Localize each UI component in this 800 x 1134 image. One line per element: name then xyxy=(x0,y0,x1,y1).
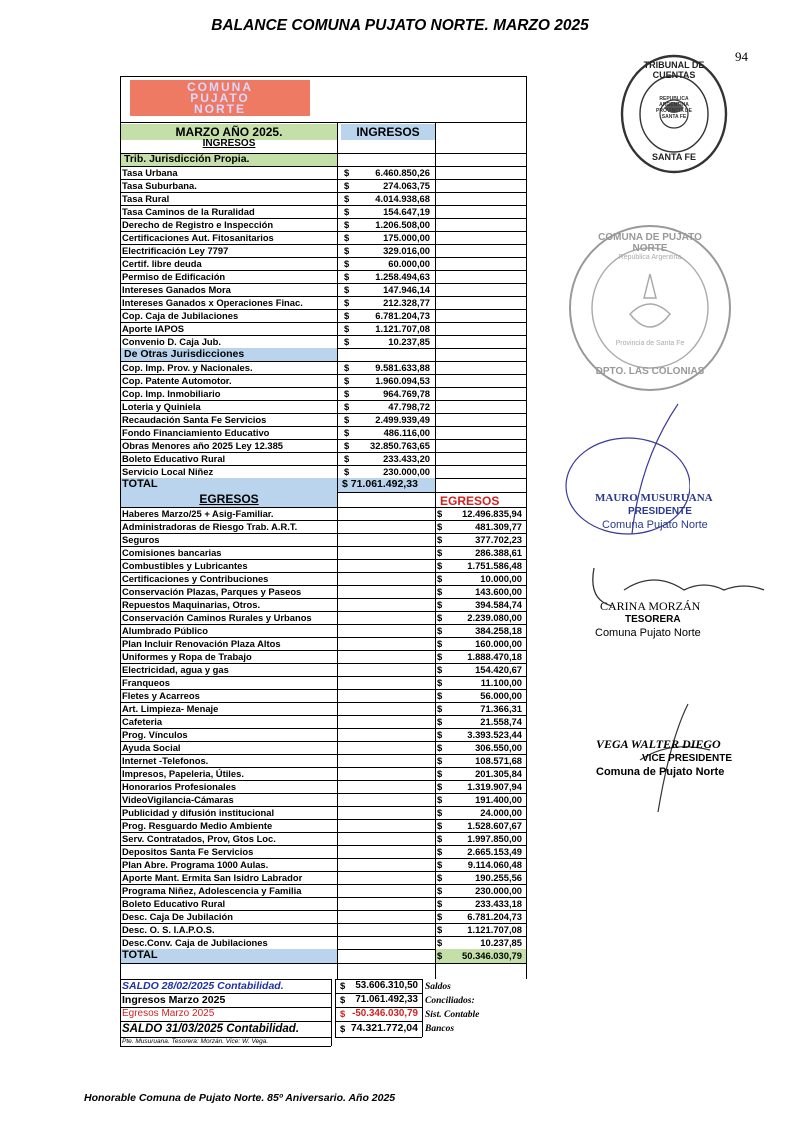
ingreso-currency: $ xyxy=(344,362,350,373)
ingreso-label: Aporte IAPOS xyxy=(122,323,184,334)
ingreso-label: Convenio D. Caja Jub. xyxy=(122,336,221,347)
ingreso-label: Intereses Ganados x Operaciones Finac. xyxy=(122,297,303,308)
ingreso-currency: $ xyxy=(344,414,350,425)
egreso-currency: $ xyxy=(437,690,443,701)
ingreso-amount: 486.116,00 xyxy=(383,427,430,438)
ingreso-amount: 1.206.508,00 xyxy=(375,219,430,230)
ingreso-currency: $ xyxy=(344,466,350,477)
ingreso-currency: $ xyxy=(344,453,350,464)
egreso-amount: 10.237,85 xyxy=(480,937,522,948)
saldo-currency: $ xyxy=(340,1008,346,1019)
egreso-currency: $ xyxy=(437,781,443,792)
ingreso-amount: 1.258.494,63 xyxy=(375,271,430,282)
ingreso-label: Tasa Urbana xyxy=(122,167,178,178)
grid-line xyxy=(120,76,526,77)
ingreso-label: Servicio Local Niñez xyxy=(122,466,214,477)
grid-line xyxy=(335,979,336,1037)
signer-2-role: TESORERA xyxy=(625,614,681,625)
egreso-label: Plan Abre. Programa 1000 Aulas. xyxy=(122,859,269,870)
signer-1-role: PRESIDENTE xyxy=(628,506,692,517)
egreso-amount: 2.239.080,00 xyxy=(467,612,522,623)
grid-line xyxy=(120,122,526,123)
egreso-amount: 394.584,74 xyxy=(475,599,522,610)
egreso-currency: $ xyxy=(437,729,443,740)
egresos-header-left: EGRESOS xyxy=(199,492,259,506)
comuna-stamp-top-text: COMUNA DE PUJATO NORTE xyxy=(598,232,702,254)
egreso-label: Seguros xyxy=(122,534,160,545)
egreso-label: Honorarios Profesionales xyxy=(122,781,237,792)
document-title: BALANCE COMUNA PUJATO NORTE. MARZO 2025 xyxy=(211,17,589,34)
ingreso-label: Certif. libre deuda xyxy=(122,258,202,269)
table-left-border xyxy=(120,76,121,1046)
ingreso-label: Cop. Caja de Jubilaciones xyxy=(122,310,239,321)
otras-section-label: De Otras Jurisdicciones xyxy=(124,348,245,360)
egreso-label: Programa Niñez, Adolescencia y Familia xyxy=(122,885,302,896)
ingreso-label: Fondo Financiamiento Educativo xyxy=(122,427,270,438)
egreso-label: Depositos Santa Fe Servicios xyxy=(122,846,254,857)
ingreso-amount: 329.016,00 xyxy=(383,245,430,256)
egreso-currency: $ xyxy=(437,534,443,545)
saldo-amount: 71.061.492,33 xyxy=(355,994,418,1005)
ingreso-label: Tasa Suburbana. xyxy=(122,180,197,191)
column-divider-2 xyxy=(435,122,436,979)
saldo-note: Saldos xyxy=(425,982,451,992)
ingreso-currency: $ xyxy=(344,167,350,178)
egreso-currency: $ xyxy=(437,755,443,766)
grid-line xyxy=(120,166,526,167)
egreso-currency: $ xyxy=(437,560,443,571)
comuna-stamp-bottom-text: DPTO. LAS COLONIAS xyxy=(595,366,705,377)
saldo-currency: $ xyxy=(340,980,346,991)
saldo-label: SALDO 31/03/2025 Contabilidad. xyxy=(122,1023,300,1035)
ingreso-currency: $ xyxy=(344,219,350,230)
egreso-label: Cafeteria xyxy=(122,716,163,727)
logo-line-2: PUJATO xyxy=(190,91,250,105)
egreso-amount: 11.100,00 xyxy=(480,677,522,688)
table-right-border xyxy=(526,76,527,979)
ingreso-currency: $ xyxy=(344,206,350,217)
ingreso-amount: 32.850.763,65 xyxy=(370,440,430,451)
egreso-label: Publicidad y difusión institucional xyxy=(122,807,275,818)
ingreso-currency: $ xyxy=(344,180,350,191)
egreso-currency: $ xyxy=(437,651,443,662)
ingresos-column-label: INGRESOS xyxy=(356,125,420,139)
egreso-label: Alumbrado Público xyxy=(122,625,208,636)
grid-line xyxy=(120,1046,331,1047)
egreso-amount: 6.781.204,73 xyxy=(467,911,522,922)
egreso-currency: $ xyxy=(437,599,443,610)
ingreso-currency: $ xyxy=(344,388,350,399)
egreso-currency: $ xyxy=(437,664,443,675)
egreso-currency: $ xyxy=(437,638,443,649)
ingreso-amount: 4.014.938,68 xyxy=(375,193,430,204)
tribunal-stamp-top-text: TRIBUNAL DE CUENTAS xyxy=(643,60,705,80)
egreso-label: Prog. Resguardo Medio Ambiente xyxy=(122,820,273,831)
ingreso-currency: $ xyxy=(344,245,350,256)
ingreso-amount: 6.781.204,73 xyxy=(375,310,430,321)
egreso-currency: $ xyxy=(437,586,443,597)
egreso-amount: 1.121.707,08 xyxy=(467,924,522,935)
signer-2-name: CARINA MORZÁN xyxy=(600,599,701,613)
ingreso-label: Loteria y Quiniela xyxy=(122,401,201,412)
ingreso-currency: $ xyxy=(344,427,350,438)
saldo-label: Ingresos Marzo 2025 xyxy=(122,994,226,1006)
ingreso-label: Electrificación Ley 7797 xyxy=(122,245,229,256)
signer-3-name: VEGA WALTER DIEGO xyxy=(596,737,721,751)
ingreso-label: Tasa Caminos de la Ruralidad xyxy=(122,206,255,217)
ingreso-currency: $ xyxy=(344,323,350,334)
egreso-currency: $ xyxy=(437,703,443,714)
tribunal-stamp-bottom-text: SANTA FE xyxy=(652,152,696,162)
total-egresos-amount: 50.346.030,79 xyxy=(462,950,522,961)
grid-line xyxy=(422,979,423,1037)
saldo-label: Egresos Marzo 2025 xyxy=(122,1008,215,1019)
egreso-amount: 384.258,18 xyxy=(475,625,522,636)
egreso-amount: 9.114.060,48 xyxy=(467,859,522,870)
egreso-label: Desc. O. S. I.A.P.O.S. xyxy=(122,924,215,935)
egreso-amount: 160.000,00 xyxy=(475,638,522,649)
ingreso-amount: 60.000,00 xyxy=(388,258,430,269)
ingreso-label: Cop. Imp. Inmobiliario xyxy=(122,388,221,399)
egreso-label: VideoVigilancia-Cámaras xyxy=(122,794,234,805)
ingreso-currency: $ xyxy=(344,336,350,347)
egreso-label: Comisiones bancarias xyxy=(122,547,222,558)
egreso-currency: $ xyxy=(437,833,443,844)
ingreso-amount: 1.960.094,53 xyxy=(375,375,430,386)
ingreso-currency: $ xyxy=(344,232,350,243)
ingreso-currency: $ xyxy=(344,401,350,412)
egreso-label: Certificaciones y Contribuciones xyxy=(122,573,269,584)
egreso-currency: $ xyxy=(437,625,443,636)
ingreso-label: Cop. Patente Automotor. xyxy=(122,375,232,386)
saldo-amount: 53.606.310,50 xyxy=(355,980,418,991)
total-ingresos-label: TOTAL xyxy=(122,478,158,490)
egreso-amount: 108.571,68 xyxy=(475,755,522,766)
egreso-amount: 1.528.607,67 xyxy=(467,820,522,831)
propia-section-label: Trib. Jurisdicción Propia. xyxy=(124,153,250,165)
egreso-amount: 12.496.835,94 xyxy=(462,508,522,519)
logo-line-1: COMUNA xyxy=(187,80,253,94)
saldo-note: Conciliados: xyxy=(425,996,475,1006)
egreso-currency: $ xyxy=(437,794,443,805)
egreso-currency: $ xyxy=(437,521,443,532)
egreso-label: Aporte Mant. Ermita San Isidro Labrador xyxy=(122,872,303,883)
ingreso-amount: 2.499.939,49 xyxy=(375,414,430,425)
egreso-label: Prog. Vínculos xyxy=(122,729,188,740)
egreso-amount: 24.000,00 xyxy=(480,807,522,818)
total-egresos-currency: $ xyxy=(437,950,443,961)
egreso-currency: $ xyxy=(437,859,443,870)
egreso-currency: $ xyxy=(437,677,443,688)
egreso-label: Electricidad, agua y gas xyxy=(122,664,229,675)
egreso-amount: 1.997.850,00 xyxy=(467,833,522,844)
egreso-label: Desc. Caja De Jubilación xyxy=(122,911,233,922)
egreso-currency: $ xyxy=(437,846,443,857)
egreso-currency: $ xyxy=(437,612,443,623)
egreso-label: Art. Limpieza- Menaje xyxy=(122,703,219,714)
ingreso-currency: $ xyxy=(344,375,350,386)
egreso-amount: 191.400,00 xyxy=(475,794,522,805)
ingreso-amount: 233.433,20 xyxy=(383,453,430,464)
signer-3-role: VICE PRESIDENTE xyxy=(642,753,733,764)
egreso-currency: $ xyxy=(437,898,443,909)
egreso-label: Administradoras de Riesgo Trab. A.R.T. xyxy=(122,521,298,532)
egreso-amount: 10.000,00 xyxy=(480,573,522,584)
egreso-label: Haberes Marzo/25 + Asig-Familiar. xyxy=(122,508,274,519)
saldo-note: Bancos xyxy=(425,1024,455,1034)
egreso-amount: 230.000,00 xyxy=(475,885,522,896)
signer-1-name: MAURO MUSURUANA xyxy=(595,492,713,504)
egreso-label: Impresos, Papeleria, Útiles. xyxy=(122,768,244,779)
ingreso-currency: $ xyxy=(344,271,350,282)
egreso-label: Conservación Plazas, Parques y Paseos xyxy=(122,586,302,597)
egreso-amount: 1.751.586,48 xyxy=(467,560,522,571)
egreso-currency: $ xyxy=(437,924,443,935)
egreso-label: Conservación Caminos Rurales y Urbanos xyxy=(122,612,312,623)
egreso-amount: 2.665.153,49 xyxy=(467,846,522,857)
ingreso-amount: 1.121.707,08 xyxy=(375,323,430,334)
egreso-label: Boleto Educativo Rural xyxy=(122,898,226,909)
total-ingresos-amount: $ 71.061.492,33 xyxy=(342,478,418,490)
egreso-currency: $ xyxy=(437,820,443,831)
egresos-header-right: EGRESOS xyxy=(440,494,500,508)
grid-line xyxy=(120,192,526,193)
egreso-amount: 143.600,00 xyxy=(475,586,522,597)
egreso-amount: 71.366,31 xyxy=(480,703,522,714)
egreso-currency: $ xyxy=(437,937,443,948)
ingreso-currency: $ xyxy=(344,310,350,321)
egreso-amount: 21.558,74 xyxy=(480,716,522,727)
ingreso-label: Intereses Ganados Mora xyxy=(122,284,231,295)
ingreso-currency: $ xyxy=(344,284,350,295)
egreso-amount: 201.305,84 xyxy=(475,768,522,779)
egreso-amount: 286.388,61 xyxy=(475,547,522,558)
comuna-stamp-inner-bottom: Provincia de Santa Fe xyxy=(615,340,685,347)
egreso-amount: 1.888.470,18 xyxy=(467,651,522,662)
ingreso-amount: 47.798,72 xyxy=(388,401,430,412)
saldo-amount: -50.346.030,79 xyxy=(352,1008,418,1019)
egreso-amount: 3.393.523,44 xyxy=(467,729,522,740)
egreso-currency: $ xyxy=(437,573,443,584)
ingreso-amount: 10.237,85 xyxy=(388,336,430,347)
ingreso-amount: 147.946,14 xyxy=(383,284,430,295)
egreso-amount: 306.550,00 xyxy=(475,742,522,753)
ingreso-amount: 274.063,75 xyxy=(383,180,430,191)
page-number: 94 xyxy=(735,49,748,64)
ingreso-label: Certificaciones Aut. Fitosanitarios xyxy=(122,232,274,243)
egreso-amount: 190.255,56 xyxy=(475,872,522,883)
ingreso-label: Derecho de Registro e Inspección xyxy=(122,219,274,230)
ingreso-amount: 154.647,19 xyxy=(383,206,430,217)
saldo-amount: 74.321.772,04 xyxy=(350,1022,418,1034)
ingreso-amount: 175.000,00 xyxy=(383,232,430,243)
egreso-amount: 233.433,18 xyxy=(475,898,522,909)
egreso-amount: 481.309,77 xyxy=(475,521,522,532)
egreso-currency: $ xyxy=(437,872,443,883)
period-label: MARZO AÑO 2025. xyxy=(175,125,283,139)
saldo-currency: $ xyxy=(340,994,346,1005)
grid-line xyxy=(120,963,526,964)
egreso-label: Ayuda Social xyxy=(122,742,181,753)
egreso-label: Desc.Conv. Caja de Jubilaciones xyxy=(122,937,268,948)
egreso-currency: $ xyxy=(437,911,443,922)
egreso-amount: 1.319.907,94 xyxy=(467,781,522,792)
grid-line xyxy=(331,979,332,1046)
signer-3-org: Comuna de Pujato Norte xyxy=(596,766,725,778)
ingreso-label: Obras Menores año 2025 Ley 12.385 xyxy=(122,440,284,451)
saldo-label: SALDO 28/02/2025 Contabilidad. xyxy=(122,980,284,992)
egreso-currency: $ xyxy=(437,885,443,896)
ingreso-amount: 230.000,00 xyxy=(383,466,430,477)
ingreso-currency: $ xyxy=(344,440,350,451)
egreso-currency: $ xyxy=(437,768,443,779)
ingresos-sublabel: INGRESOS xyxy=(202,138,256,149)
column-divider-1 xyxy=(337,122,338,979)
egreso-label: Serv. Contratados, Prov, Gtos Loc. xyxy=(122,833,276,844)
egreso-label: Combustibles y Lubricantes xyxy=(122,560,248,571)
egreso-label: Internet -Telefonos. xyxy=(122,755,209,766)
ingreso-amount: 9.581.633,88 xyxy=(375,362,430,373)
comuna-stamp-inner-top: República Argentina xyxy=(618,254,682,261)
egreso-currency: $ xyxy=(437,716,443,727)
egreso-amount: 56.000,00 xyxy=(480,690,522,701)
ingreso-currency: $ xyxy=(344,258,350,269)
egreso-amount: 377.702,23 xyxy=(475,534,522,545)
ingreso-label: Boleto Educativo Rural xyxy=(122,453,226,464)
signer-2-org: Comuna Pujato Norte xyxy=(595,627,701,639)
tribunal-stamp-inner-text: REPUBLICA ARGENTINA PROVINCIA DE SANTA FE xyxy=(656,96,692,120)
ingreso-currency: $ xyxy=(344,297,350,308)
egreso-currency: $ xyxy=(437,508,443,519)
egreso-label: Franqueos xyxy=(122,677,170,688)
egreso-label: Fletes y Acarreos xyxy=(122,690,200,701)
ingreso-amount: 964.769,78 xyxy=(383,388,430,399)
ingreso-label: Cop. Imp. Prov. y Nacionales. xyxy=(122,362,253,373)
comuna-logo xyxy=(130,80,310,116)
signers-note: Pte. Musuruana. Tesorera: Morzán. Vice: W. Vega. xyxy=(122,1038,269,1045)
ingreso-label: Recaudación Santa Fe Servicios xyxy=(122,414,267,425)
signer-1-org: Comuna Pujato Norte xyxy=(602,519,708,531)
saldo-currency: $ xyxy=(340,1023,346,1034)
egreso-currency: $ xyxy=(437,742,443,753)
logo-line-3: NORTE xyxy=(194,102,246,116)
egreso-currency: $ xyxy=(437,807,443,818)
ingreso-amount: 6.460.850,26 xyxy=(375,167,430,178)
ingreso-currency: $ xyxy=(344,193,350,204)
egreso-label: Uniformes y Ropa de Trabajo xyxy=(122,651,252,662)
egreso-label: Repuestos Maquinarias, Otros. xyxy=(122,599,261,610)
egreso-amount: 154.420,67 xyxy=(475,664,522,675)
footer-text: Honorable Comuna de Pujato Norte. 85º Aniversario. Año 2025 xyxy=(84,1092,396,1104)
egreso-label: Plan Incluir Renovación Plaza Altos xyxy=(122,638,281,649)
egreso-currency: $ xyxy=(437,547,443,558)
ingreso-label: Tasa Rural xyxy=(122,193,170,204)
saldo-note: Sist. Contable xyxy=(425,1010,480,1020)
ingreso-label: Permiso de Edificación xyxy=(122,271,226,282)
grid-line xyxy=(335,1037,422,1038)
total-egresos-label: TOTAL xyxy=(122,949,158,961)
ingreso-amount: 212.328,77 xyxy=(383,297,430,308)
